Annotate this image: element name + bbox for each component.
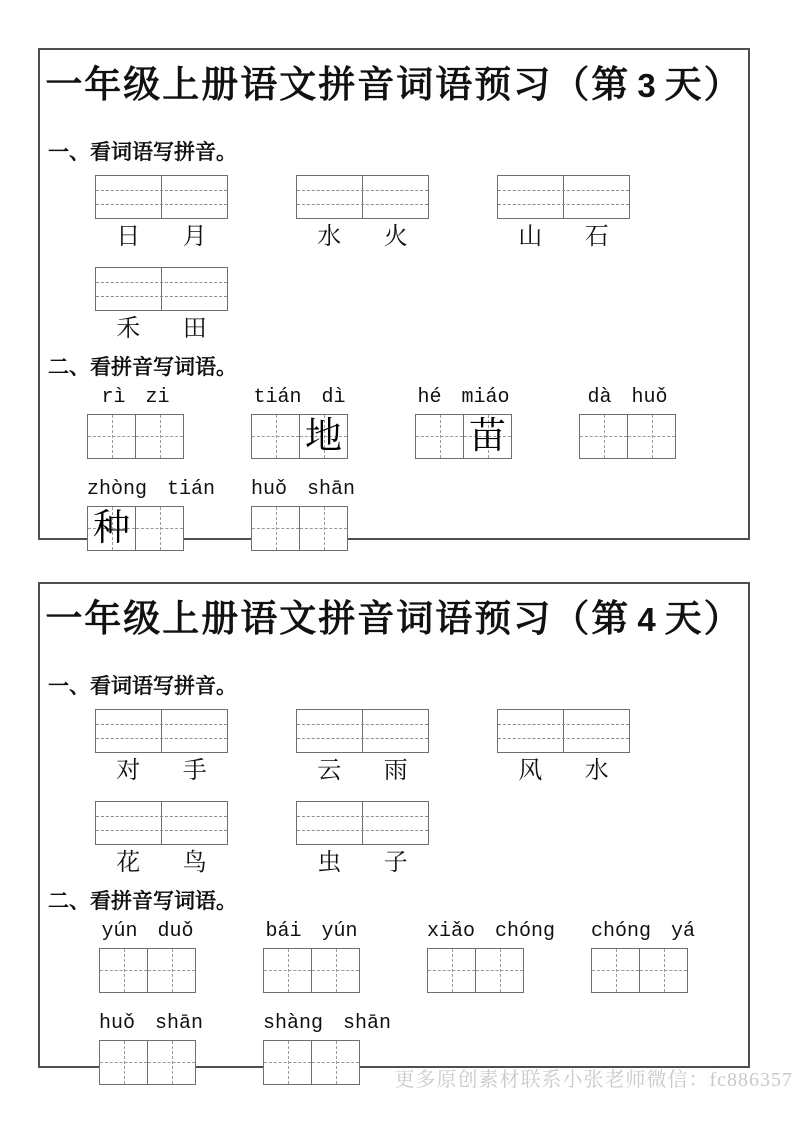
word-pair [296, 757, 429, 785]
pinyin-box-cell [96, 268, 161, 310]
character-grid-item [99, 1011, 204, 1085]
character-writing-grid [415, 414, 512, 459]
word-character: 风 [518, 757, 543, 784]
character-writing-grid [251, 506, 348, 551]
grid-cell [88, 507, 135, 550]
pinyin-box-cell [297, 710, 362, 752]
pinyin-writing-box [296, 175, 429, 219]
character-writing-grid [263, 948, 360, 993]
word-character: 子 [383, 849, 408, 876]
character-writing-grid [99, 1040, 196, 1085]
character-grid-item [579, 385, 676, 459]
pinyin-prompt: bái yún [265, 919, 358, 943]
grid-cell [627, 415, 675, 458]
pinyin-writing-item [95, 267, 228, 343]
word-character: 虫 [317, 849, 342, 876]
section2-heading: 二、看拼音写词语。 [48, 888, 237, 913]
word-character: 水 [317, 223, 342, 250]
character-writing-grid [251, 414, 348, 459]
character-writing-grid [87, 414, 184, 459]
word-character: 云 [317, 757, 342, 784]
word-character: 火 [383, 223, 408, 250]
pinyin-box-cell [161, 268, 227, 310]
character-writing-grid [99, 948, 196, 993]
pinyin-prompt: huǒ shān [99, 1011, 204, 1035]
character-grid-row [87, 477, 748, 551]
character-writing-grid [579, 414, 676, 459]
character-grid-item [251, 477, 356, 551]
pinyin-prompt: yún duǒ [101, 919, 194, 943]
character-grid-row [87, 385, 748, 459]
grid-cell [299, 507, 347, 550]
pinyin-box-cell [563, 176, 629, 218]
pinyin-writing-item [296, 709, 429, 785]
grid-cell [428, 949, 475, 992]
grid-cell [592, 949, 639, 992]
character-grid-row [99, 919, 748, 993]
word-character: 月 [182, 223, 207, 250]
pinyin-box-cell [362, 802, 428, 844]
pinyin-writing-item [296, 175, 429, 251]
pinyin-box-cell [161, 710, 227, 752]
word-character: 花 [116, 849, 141, 876]
worksheet-title [40, 59, 748, 113]
character-grid-item [263, 1011, 392, 1085]
character-grid-item [263, 919, 360, 993]
word-pair [95, 849, 228, 877]
watermark-text: 更多原创素材联系小张老师微信：fc886357 [394, 1069, 793, 1091]
day-number: 4 [637, 601, 658, 638]
section1-heading: 一、看词语写拼音。 [48, 139, 237, 164]
character-writing-grid [87, 506, 184, 551]
character-grid-item [591, 919, 696, 993]
pinyin-box-cell [96, 710, 161, 752]
pinyin-box-cell [498, 710, 563, 752]
character-grid-item [87, 477, 216, 551]
pinyin-box-cell [96, 176, 161, 218]
grid-cell [100, 1041, 147, 1084]
pinyin-writing-box [497, 709, 630, 753]
written-character: 地 [305, 415, 342, 457]
pinyin-prompt: xiǎo chóng [427, 919, 556, 943]
pinyin-prompt: shàng shān [263, 1011, 392, 1035]
grid-cell [416, 415, 463, 458]
grid-cell [88, 415, 135, 458]
pinyin-writing-box [296, 709, 429, 753]
character-writing-grid [427, 948, 524, 993]
worksheet-title [40, 593, 748, 647]
grid-cell [100, 949, 147, 992]
pinyin-writing-item [95, 801, 228, 877]
word-character: 水 [584, 757, 609, 784]
pinyin-prompt: huǒ shān [251, 477, 356, 501]
pinyin-writing-item [296, 801, 429, 877]
pinyin-box-cell [498, 176, 563, 218]
pinyin-prompt: chóng yá [591, 919, 696, 943]
word-character: 雨 [383, 757, 408, 784]
grid-cell [580, 415, 627, 458]
pinyin-prompt: dà huǒ [587, 385, 668, 409]
grid-cell [252, 415, 299, 458]
written-character: 种 [93, 507, 130, 549]
word-character: 禾 [116, 315, 141, 342]
pinyin-writing-box [497, 175, 630, 219]
character-grid-item [427, 919, 556, 993]
pinyin-writing-box [95, 801, 228, 845]
pinyin-writing-item [497, 709, 630, 785]
pinyin-prompt: hé miáo [417, 385, 510, 409]
pinyin-writing-item [497, 175, 630, 251]
title-suffix: 天） [664, 599, 743, 640]
character-grid-item [87, 385, 184, 459]
grid-cell [475, 949, 523, 992]
word-pair [95, 757, 228, 785]
pinyin-writing-item [95, 709, 228, 785]
word-pair [296, 223, 429, 251]
grid-cell [147, 1041, 195, 1084]
pinyin-writing-box [95, 709, 228, 753]
pinyin-box-cell [563, 710, 629, 752]
word-pair [497, 757, 630, 785]
pinyin-writing-row [95, 267, 748, 343]
word-character: 石 [584, 223, 609, 250]
pinyin-writing-item [95, 175, 228, 251]
character-writing-grid [263, 1040, 360, 1085]
word-character: 鸟 [182, 849, 207, 876]
word-character: 对 [116, 757, 141, 784]
grid-cell [311, 1041, 359, 1084]
word-character: 山 [518, 223, 543, 250]
word-pair [95, 315, 228, 343]
pinyin-prompt: zhòng tián [87, 477, 216, 501]
pinyin-box-cell [297, 802, 362, 844]
written-character: 苗 [469, 415, 506, 457]
pinyin-writing-box [95, 175, 228, 219]
pinyin-box-cell [297, 176, 362, 218]
grid-cell [135, 415, 183, 458]
grid-cell [135, 507, 183, 550]
day-number: 3 [637, 67, 658, 104]
pinyin-writing-box [95, 267, 228, 311]
pinyin-box-cell [362, 176, 428, 218]
pinyin-writing-box [296, 801, 429, 845]
grid-cell [264, 949, 311, 992]
pinyin-writing-row [95, 175, 748, 251]
title-prefix: 一年级上册语文拼音词语预习（第 [45, 599, 631, 640]
grid-cell [299, 415, 347, 458]
grid-cell [252, 507, 299, 550]
word-character: 日 [116, 223, 141, 250]
word-pair [95, 223, 228, 251]
word-pair [497, 223, 630, 251]
pinyin-box-cell [362, 710, 428, 752]
section1-heading: 一、看词语写拼音。 [48, 673, 237, 698]
pinyin-prompt: tián dì [253, 385, 346, 409]
grid-cell [639, 949, 687, 992]
character-grid-item [251, 385, 348, 459]
worksheet-day3-panel [38, 48, 750, 549]
character-grid-item [99, 919, 196, 993]
title-prefix: 一年级上册语文拼音词语预习（第 [45, 65, 631, 106]
grid-cell [463, 415, 511, 458]
title-suffix: 天） [664, 65, 743, 106]
character-writing-grid [591, 948, 688, 993]
word-character: 田 [182, 315, 207, 342]
grid-cell [147, 949, 195, 992]
word-character: 手 [182, 757, 207, 784]
pinyin-writing-row [95, 801, 748, 877]
pinyin-box-cell [161, 802, 227, 844]
worksheet-day4-panel [38, 582, 750, 1068]
grid-cell [264, 1041, 311, 1084]
pinyin-box-cell [96, 802, 161, 844]
character-grid-item [415, 385, 512, 459]
pinyin-writing-row [95, 709, 748, 785]
section2-heading: 二、看拼音写词语。 [48, 354, 237, 379]
pinyin-box-cell [161, 176, 227, 218]
pinyin-prompt: rì zi [101, 385, 170, 409]
word-pair [296, 849, 429, 877]
grid-cell [311, 949, 359, 992]
